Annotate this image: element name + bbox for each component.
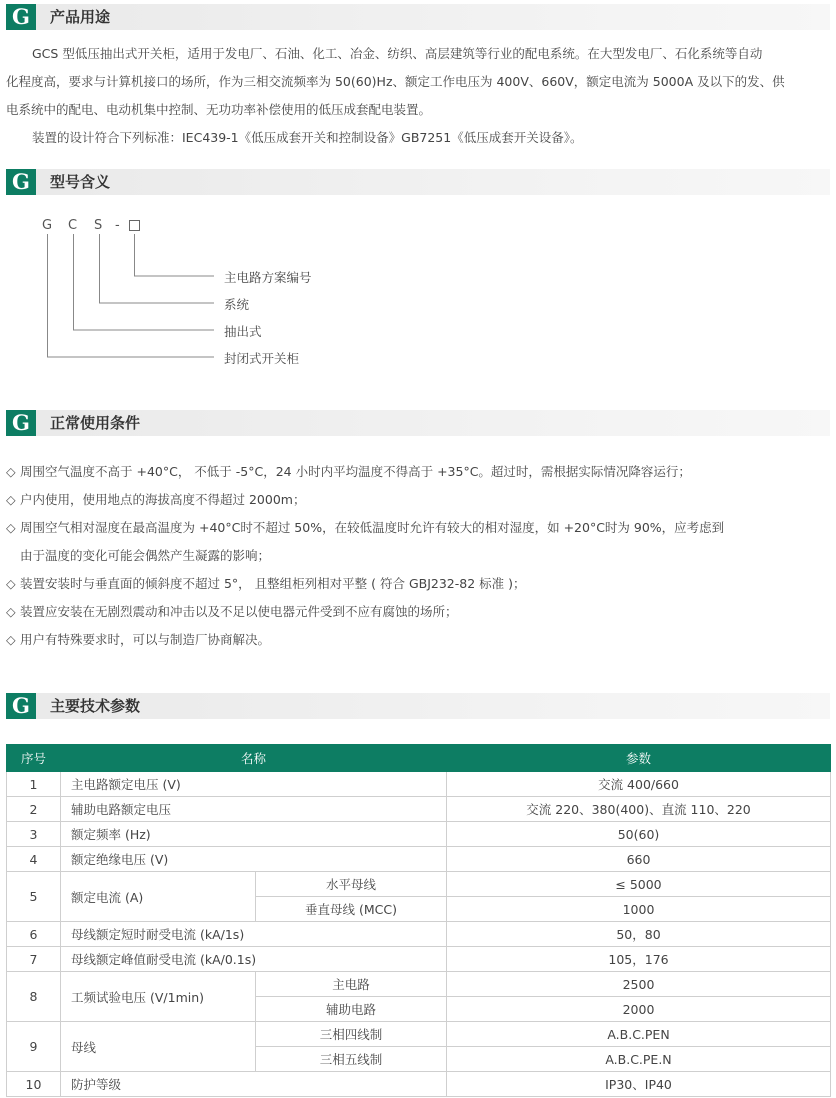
cell-value: 105，176: [447, 947, 831, 972]
brand-g-icon: G: [6, 693, 36, 719]
condition-item: [6, 574, 526, 592]
usage-paragraph-line: 电系统中的配电、电动机集中控制、无功功率补偿使用的低压成套配电装置。: [6, 102, 432, 117]
brand-g-icon: G: [6, 4, 36, 30]
table-row: [7, 847, 831, 872]
header-no: 序号: [7, 745, 61, 772]
usage-paragraph-line: 化程度高，要求与计算机接口的场所，作为三相交流频率为 50(60)Hz、额定工作电压为 400V、660V，额定电流为 5000A 及以下的发、供: [6, 74, 785, 89]
condition-text: 装置安装时与垂直面的倾斜度不超过 5°， 且整组柜列相对平整 ( 符合 GBJ232-82 标准 )；: [20, 576, 526, 591]
cell-no: 7: [7, 947, 61, 972]
table-row: [7, 1022, 831, 1047]
model-letter-g: G: [42, 218, 53, 233]
cell-subname: 三相五线制: [256, 1047, 447, 1072]
cell-value: IP30、IP40: [447, 1072, 831, 1097]
cell-value: 1000: [447, 897, 831, 922]
model-letter-c: C: [68, 218, 78, 233]
model-label-enclosed: 封闭式开关柜: [224, 351, 300, 366]
usage-paragraph-line: GCS 型低压抽出式开关柜，适用于发电厂、石油、化工、冶金、纺织、高层建筑等行业的配电系统。在大型发电厂、石化系统等自动: [32, 46, 763, 61]
cell-value: 交流 220、380(400)、直流 110、220: [447, 797, 831, 822]
table-row: [7, 822, 831, 847]
cell-value: 50，80: [447, 922, 831, 947]
model-label-system: 系统: [224, 297, 250, 312]
model-letter-dash: -: [115, 218, 120, 233]
condition-item: [6, 518, 724, 536]
spec-table: [6, 744, 831, 1097]
table-row: [7, 1072, 831, 1097]
diamond-bullet-icon: ◇: [6, 632, 16, 647]
section-title-conditions: 正常使用条件: [50, 414, 141, 432]
condition-item: [6, 630, 270, 648]
cell-name: 辅助电路额定电压: [61, 797, 447, 822]
condition-item: [6, 602, 458, 620]
condition-continuation: 由于温度的变化可能会偶然产生凝露的影响；: [20, 548, 271, 563]
cell-no: 5: [7, 872, 61, 922]
cell-subname: 三相四线制: [256, 1022, 447, 1047]
diamond-bullet-icon: ◇: [6, 576, 16, 591]
cell-subname: 水平母线: [256, 872, 447, 897]
condition-text: 周围空气相对湿度在最高温度为 +40°C时不超过 50%，在较低温度时允许有较大的相对湿度，如 +20°C时为 90%，应考虑到: [20, 520, 725, 535]
section-title-params: 主要技术参数: [50, 697, 141, 715]
cell-name: 防护等级: [61, 1072, 447, 1097]
cell-value: 交流 400/660: [447, 772, 831, 797]
cell-no: 6: [7, 922, 61, 947]
cell-no: 8: [7, 972, 61, 1022]
cell-name: 母线额定短时耐受电流 (kA/1s): [61, 922, 447, 947]
header-name: 名称: [61, 745, 447, 772]
cell-name: 额定绝缘电压 (V): [61, 847, 447, 872]
cell-value: 2000: [447, 997, 831, 1022]
table-row: [7, 972, 831, 997]
cell-no: 1: [7, 772, 61, 797]
condition-item: [6, 462, 691, 480]
model-diagram-lines: [0, 0, 836, 400]
brand-g-icon: G: [6, 410, 36, 436]
diamond-bullet-icon: ◇: [6, 492, 16, 507]
cell-value: 2500: [447, 972, 831, 997]
cell-value: A.B.C.PEN: [447, 1022, 831, 1047]
table-row: [7, 922, 831, 947]
model-label-scheme: 主电路方案编号: [224, 270, 312, 285]
usage-standards-line: 装置的设计符合下列标准：IEC439-1《低压成套开关和控制设备》GB7251《低压成套开关设备》。: [32, 130, 583, 145]
cell-name: 母线: [61, 1022, 256, 1072]
cell-name: 工频试验电压 (V/1min): [61, 972, 256, 1022]
cell-no: 2: [7, 797, 61, 822]
cell-no: 10: [7, 1072, 61, 1097]
table-row: [7, 797, 831, 822]
cell-subname: 辅助电路: [256, 997, 447, 1022]
cell-name: 母线额定峰值耐受电流 (kA/0.1s): [61, 947, 447, 972]
cell-name: 额定频率 (Hz): [61, 822, 447, 847]
cell-subname: 主电路: [256, 972, 447, 997]
model-label-drawout: 抽出式: [224, 324, 262, 339]
table-header-row: [7, 745, 831, 772]
diamond-bullet-icon: ◇: [6, 520, 16, 535]
cell-value: 50(60): [447, 822, 831, 847]
condition-item: [6, 490, 305, 508]
condition-text: 装置应安装在无剧烈震动和冲击以及不足以使电器元件受到不应有腐蚀的场所；: [20, 604, 458, 619]
cell-value: A.B.C.PE.N: [447, 1047, 831, 1072]
cell-subname: 垂直母线 (MCC): [256, 897, 447, 922]
section-header-params: [6, 693, 830, 719]
header-value: 参数: [447, 745, 831, 772]
model-letter-s: S: [94, 218, 103, 233]
condition-text: 周围空气温度不高于 +40°C， 不低于 -5°C，24 小时内平均温度不得高于 +35°C。超过时，需根据实际情况降容运行；: [20, 464, 691, 479]
table-row: [7, 947, 831, 972]
table-row: [7, 872, 831, 897]
cell-value: ≤ 5000: [447, 872, 831, 897]
condition-text: 户内使用，使用地点的海拔高度不得超过 2000m；: [20, 492, 306, 507]
cell-name: 主电路额定电压 (V): [61, 772, 447, 797]
section-header-conditions: [6, 410, 830, 436]
brand-g-icon: G: [6, 169, 36, 195]
section-title-model: 型号含义: [50, 173, 111, 191]
diamond-bullet-icon: ◇: [6, 604, 16, 619]
condition-text: 用户有特殊要求时，可以与制造厂协商解决。: [20, 632, 271, 647]
cell-no: 9: [7, 1022, 61, 1072]
section-title-usage: 产品用途: [50, 8, 111, 26]
cell-name: 额定电流 (A): [61, 872, 256, 922]
diamond-bullet-icon: ◇: [6, 464, 16, 479]
table-row: [7, 772, 831, 797]
cell-no: 3: [7, 822, 61, 847]
cell-value: 660: [447, 847, 831, 872]
cell-no: 4: [7, 847, 61, 872]
